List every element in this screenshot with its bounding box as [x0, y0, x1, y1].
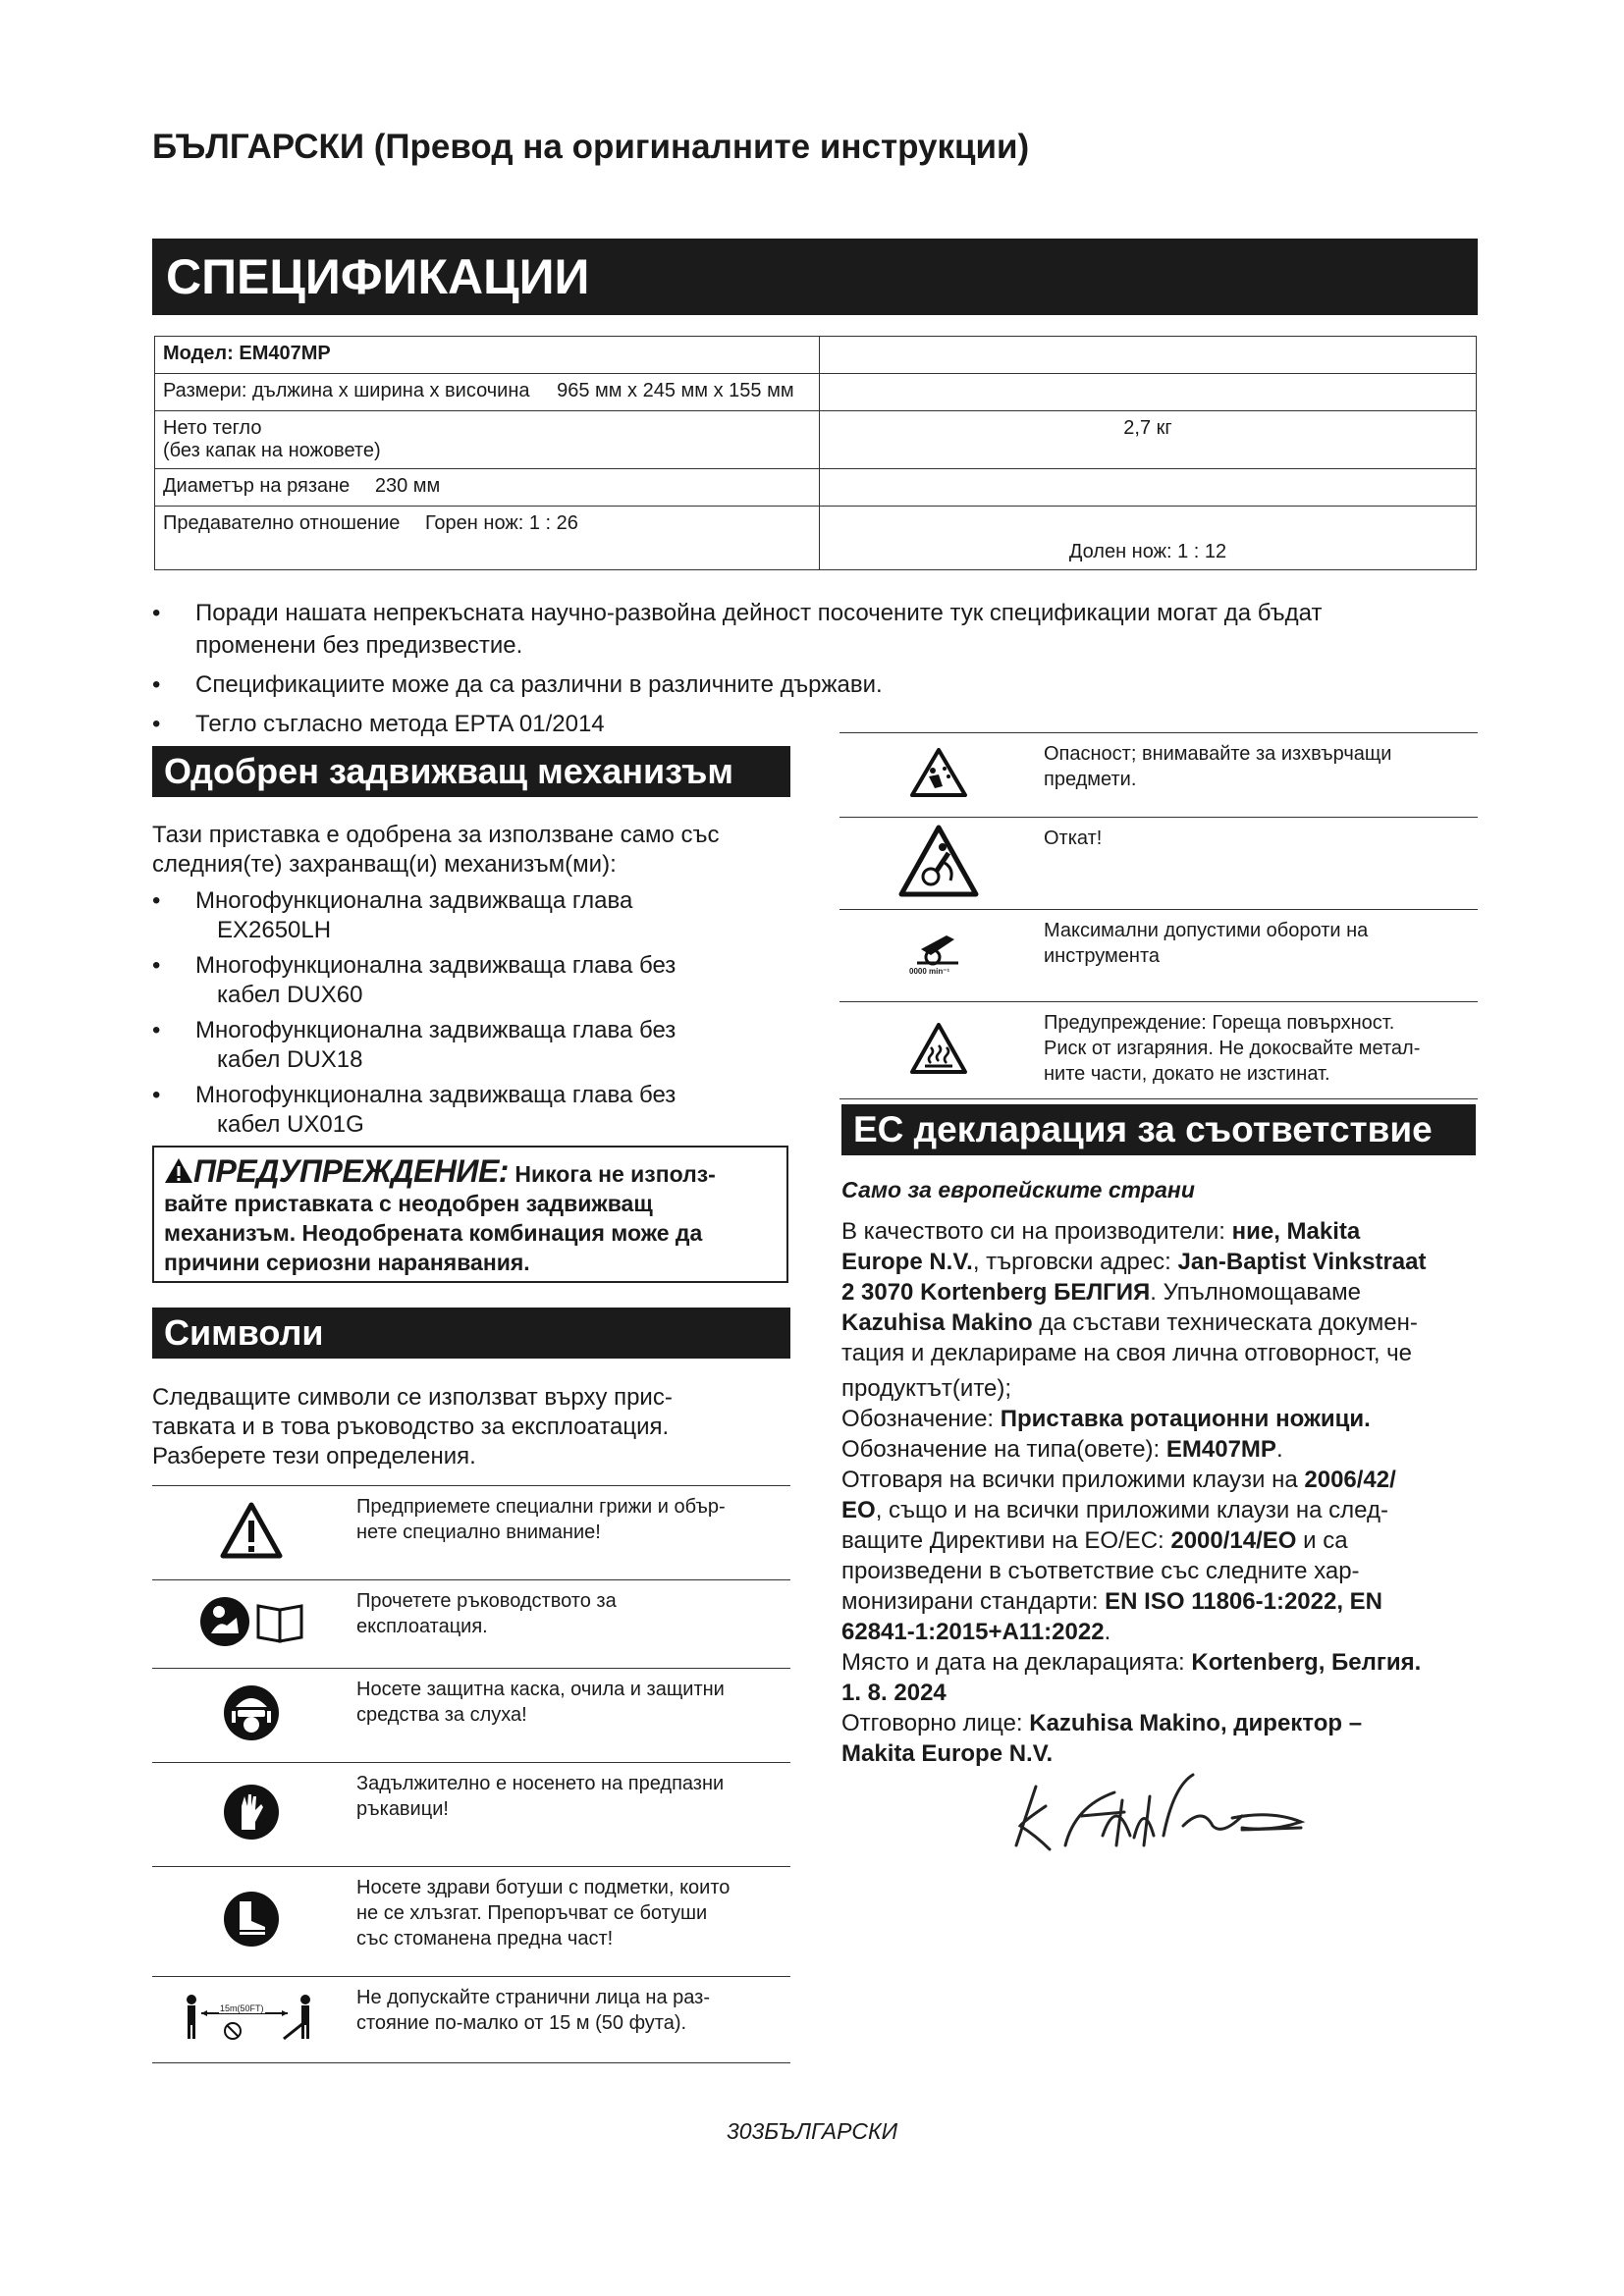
symbol-description: Носете защитна каска, очила и защитни — [356, 1679, 725, 1700]
ec-text-bold: Приставка ротационни ножици. — [1000, 1406, 1371, 1432]
symbol-description: Опасност; внимавайте за изхвърчащи — [1044, 743, 1392, 765]
symbol-description: Откат! — [1044, 828, 1103, 849]
symbol-description: със стоманена предна част! — [356, 1928, 614, 1949]
item-line: Многофункционална задвижваща глава без — [195, 1017, 677, 1043]
symbols-banner: Символи — [152, 1308, 790, 1359]
table-row — [152, 1669, 790, 1763]
upper-blade-ratio: Горен нож: 1 : 26 — [424, 512, 578, 534]
symbol-description: нете специално внимание! — [356, 1522, 601, 1543]
symbols-table-left — [152, 1485, 790, 2063]
power-unit-banner: Одобрен задвижващ механизъм — [152, 746, 790, 797]
protective-gear-icon — [222, 1683, 281, 1742]
dimensions-label: Размери: дължина x ширина x височина — [163, 380, 530, 401]
table-row — [839, 1002, 1478, 1099]
table-row — [155, 507, 1477, 570]
ec-text: произведени в съответствие със следните хар- — [841, 1558, 1360, 1584]
power-unit-intro — [152, 821, 800, 880]
item-line: Многофункционална задвижваща глава без — [195, 1082, 677, 1108]
spec-notes — [152, 597, 1478, 740]
model-label: Модел: EM407MP — [155, 337, 820, 374]
warning-text: вайте приставката с неодобрен задвижващ — [164, 1191, 653, 1216]
ec-text-bold: Kazuhisa Makino — [841, 1309, 1033, 1336]
ec-text: продуктът(ите); — [841, 1375, 1012, 1402]
ec-text-bold: Jan-Baptist Vinkstraat — [1177, 1249, 1427, 1275]
ec-text-bold: Kazuhisa Makino, директор – — [1029, 1710, 1363, 1736]
symbol-description: не се хлъзгат. Препоръчват се ботуши — [356, 1902, 708, 1924]
gear-ratio-label: Предавателно отношение — [163, 512, 401, 534]
table-row — [839, 733, 1478, 818]
cutting-diameter-label: Диаметър на рязане — [163, 475, 351, 497]
ec-text: Обозначение на типа(овете): — [841, 1436, 1166, 1463]
list-item: • Спецификациите може да са различни в различните държави. — [152, 668, 1478, 701]
symbol-description: Прочетете ръководството за — [356, 1590, 617, 1612]
symbol-description: ръкавици! — [356, 1798, 449, 1820]
specifications-table — [154, 336, 1477, 570]
item-model: EX2650LH — [217, 917, 332, 943]
intro-line: следния(те) захранващ(и) механизъм(ми): — [152, 851, 617, 878]
model-value — [820, 337, 1477, 374]
symbol-description: Предупреждение: Гореща повърхност. — [1044, 1012, 1395, 1034]
table-row — [155, 411, 1477, 469]
speed-label: 0000 min⁻¹ — [909, 967, 950, 976]
net-weight-note: (без капак на ножовете) — [163, 440, 381, 461]
warning-heading: ПРЕДУПРЕЖДЕНИЕ: — [193, 1153, 509, 1189]
ec-text-bold: Kortenberg, Белгия. — [1191, 1649, 1422, 1676]
ec-text: Обозначение: — [841, 1406, 1001, 1432]
ec-declaration-subtitle: Само за европейските страни — [841, 1177, 1195, 1202]
symbol-description: Риск от изгаряния. Не докосвайте метал- — [1044, 1038, 1421, 1059]
symbol-description: средства за слуха! — [356, 1704, 527, 1726]
symbol-description: ните части, докато не изстинат. — [1044, 1063, 1330, 1085]
symbol-description: експлоатация. — [356, 1616, 488, 1637]
distance-label: 15m(50FT) — [220, 2003, 264, 2013]
warning-text: причини сериозни наранявания. — [164, 1250, 530, 1275]
lower-blade-ratio: Долен нож: 1 : 12 — [1068, 541, 1227, 562]
page-footer: 303БЪЛГАРСКИ — [726, 2118, 898, 2144]
ec-text-bold: ние, Makita — [1231, 1218, 1361, 1245]
symbol-description: стояние по-малко от 15 м (50 фута). — [356, 2012, 687, 2034]
table-row — [152, 1763, 790, 1867]
ec-text: ващите Директиви на ЕО/ЕС: — [841, 1527, 1171, 1554]
signature — [1006, 1767, 1321, 1860]
list-item — [152, 1016, 800, 1075]
table-row — [155, 469, 1477, 507]
kickback-icon — [897, 824, 980, 898]
table-row — [152, 1867, 790, 1977]
list-item: • Тегло съгласно метода EPTA 01/2014 — [152, 708, 1478, 740]
max-speed-icon — [907, 926, 970, 981]
intro-line: Тази приставка е одобрена за използване само със — [152, 822, 720, 848]
ec-text-bold: 62841-1:2015+A11:2022 — [841, 1619, 1105, 1645]
note-text: Поради нашата непрекъсната научно-развойна дейност посочените тук спецификации могат да бъдат — [195, 600, 1323, 626]
ec-declaration-text — [841, 1216, 1489, 1769]
keep-distance-icon — [178, 1992, 325, 2043]
hot-surface-icon — [909, 1022, 968, 1075]
intro-line: Следващите символи се използват върху прис- — [152, 1384, 673, 1411]
page-language-title: БЪЛГАРСКИ (Превод на оригиналните инструкции) — [152, 128, 1030, 166]
ec-text: монизирани стандарти: — [841, 1588, 1106, 1615]
intro-line: Разберете тези определения. — [152, 1443, 476, 1469]
symbols-table-right — [839, 732, 1478, 1099]
symbol-description: предмети. — [1044, 769, 1137, 790]
dimensions-value: 965 мм x 245 мм x 155 мм — [557, 380, 794, 401]
read-manual-icon — [197, 1594, 305, 1649]
table-row — [152, 1486, 790, 1580]
table-row — [152, 1580, 790, 1669]
gloves-icon — [222, 1783, 281, 1842]
table-row — [839, 910, 1478, 1002]
table-row — [155, 374, 1477, 411]
ec-text: , също и на всички приложими клаузи на след- — [875, 1497, 1388, 1523]
ec-text-bold: 2 3070 Kortenberg БЕЛГИЯ — [841, 1279, 1151, 1306]
ec-text: Отговорно лице: — [841, 1710, 1030, 1736]
list-item — [152, 886, 800, 945]
net-weight-value: 2,7 кг — [820, 411, 1477, 469]
power-unit-list — [152, 886, 800, 1146]
ec-text: Отговаря на всички приложими клаузи на — [841, 1467, 1305, 1493]
ec-text: Място и дата на декларацията: — [841, 1649, 1192, 1676]
ec-text-bold: EM407MP — [1165, 1436, 1276, 1463]
ec-text: . — [1104, 1619, 1111, 1645]
warning-triangle-icon — [164, 1157, 193, 1184]
item-line: Многофункционална задвижваща глава без — [195, 952, 677, 979]
item-model: кабел DUX18 — [217, 1046, 363, 1073]
warning-text: механизъм. Неодобрената комбинация може да — [164, 1220, 703, 1246]
ec-text-bold: 2000/14/EO — [1170, 1527, 1297, 1554]
flying-objects-icon — [909, 747, 968, 798]
symbol-description: Предприемете специални грижи и обър- — [356, 1496, 726, 1518]
note-text: променени без предизвестие. — [195, 632, 523, 659]
table-row — [155, 337, 1477, 374]
warning-text: Никога не използ- — [514, 1161, 716, 1187]
ec-text-bold: EO — [841, 1497, 876, 1523]
ec-text: В качеството си на производители: — [841, 1218, 1232, 1245]
cutting-diameter-value: 230 мм — [374, 475, 441, 497]
symbol-description: Не допускайте странични лица на раз- — [356, 1987, 710, 2008]
item-model: кабел UX01G — [217, 1111, 364, 1138]
ec-text: . Упълномощаваме — [1150, 1279, 1362, 1306]
list-item — [152, 1081, 800, 1140]
ec-text: тация и декларираме на своя лична отговорност, че — [841, 1340, 1413, 1366]
caution-triangle-icon — [220, 1502, 283, 1559]
item-model: кабел DUX60 — [217, 982, 363, 1008]
ec-text: да състави техническата докумен- — [1032, 1309, 1418, 1336]
specifications-banner: СПЕЦИФИКАЦИИ — [152, 239, 1478, 315]
symbols-intro — [152, 1383, 800, 1471]
ec-text: и са — [1296, 1527, 1348, 1554]
table-row — [839, 818, 1478, 910]
ec-text-bold: Makita Europe N.V. — [841, 1740, 1054, 1767]
ec-text-bold: 1. 8. 2024 — [841, 1680, 947, 1706]
list-item — [152, 951, 800, 1010]
symbol-description: Задължително е носенето на предпазни — [356, 1773, 725, 1794]
item-line: Многофункционална задвижваща глава — [195, 887, 633, 914]
net-weight-label: Нето тегло — [163, 417, 262, 439]
ec-text-bold: Europe N.V. — [841, 1249, 973, 1275]
ec-text-bold: EN ISO 11806-1:2022, EN — [1105, 1588, 1383, 1615]
ec-text: , търговски адрес: — [972, 1249, 1178, 1275]
symbol-description: Носете здрави ботуши с подметки, които — [356, 1877, 731, 1898]
safety-boots-icon — [222, 1890, 281, 1949]
symbol-description: Максимални допустими обороти на — [1044, 920, 1369, 941]
ec-declaration-banner: ЕС декларация за съответствие — [841, 1104, 1476, 1155]
intro-line: тавката и в това ръководство за експлоатация. — [152, 1414, 670, 1440]
list-item — [152, 597, 1478, 662]
symbol-description: инструмента — [1044, 945, 1161, 967]
ec-text: . — [1275, 1436, 1283, 1463]
warning-box — [152, 1146, 788, 1283]
ec-text-bold: 2006/42/ — [1304, 1467, 1396, 1493]
table-row — [152, 1977, 790, 2063]
